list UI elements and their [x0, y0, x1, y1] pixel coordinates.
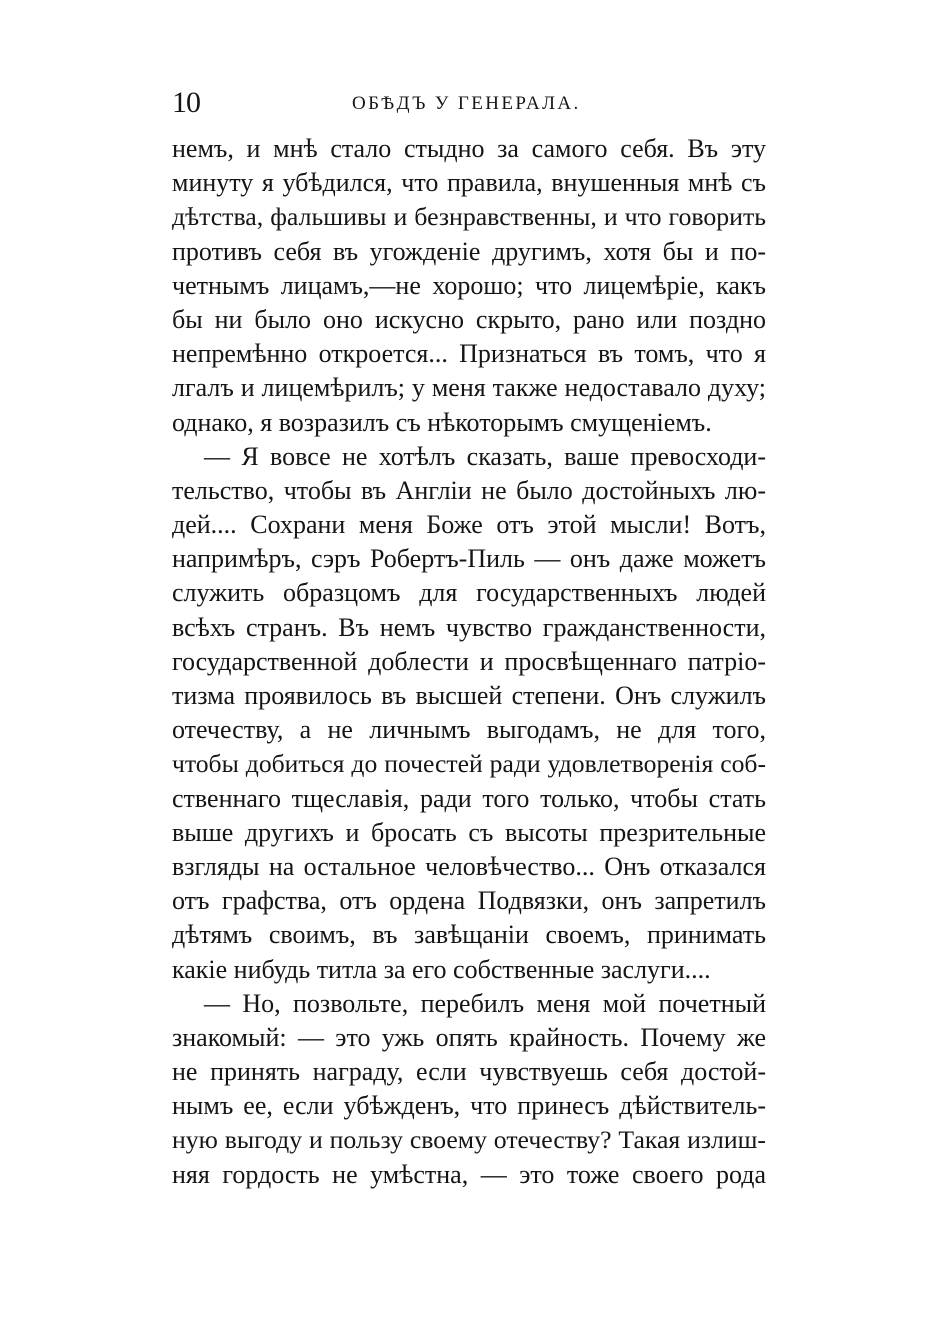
- running-head: [172, 86, 764, 126]
- text-line: знакомый: — это ужь опять крайность. Почему же: [172, 1022, 766, 1052]
- running-title: ОБѢДЪ У ГЕНЕРАЛА.: [352, 93, 581, 114]
- paragraph-1: [172, 132, 766, 440]
- text-line: ную выгоду и пользу своему отечеству? Такая излиш-: [172, 1125, 766, 1155]
- text-line: — Я вовсе не хотѣлъ сказать, ваше превосходи-: [204, 441, 766, 471]
- text-line: нымъ ее, если убѣжденъ, что принесъ дѣйствитель-: [172, 1091, 766, 1121]
- paragraph-3: [172, 987, 766, 1192]
- text-line: государственной доблести и просвѣщеннаго патріо-: [172, 646, 766, 676]
- text-line: не принять награду, если чувствуешь себя достой-: [172, 1057, 766, 1087]
- text-line: противъ себя въ угожденіе другимъ, хотя бы и по-: [172, 236, 766, 266]
- text-line: бы ни было оно искусно скрыто, рано или поздно: [172, 304, 766, 334]
- text-line: четнымъ лицамъ,—не хорошо; что лицемѣріе, какъ: [172, 270, 766, 300]
- text-line: — Но, позвольте, перебилъ меня мой почетный: [204, 988, 766, 1018]
- text-line: однако, я возразилъ съ нѣкоторымъ смущеніемъ.: [172, 407, 712, 437]
- text-line: служить образцомъ для государственныхъ людей: [172, 578, 766, 608]
- body-text: [172, 132, 766, 1192]
- text-line: непремѣнно откроется... Признаться въ томъ, что я: [172, 339, 766, 369]
- text-line: немъ, и мнѣ стало стыдно за самого себя. Въ эту: [172, 134, 766, 163]
- page-number: 10: [172, 86, 200, 119]
- text-line: отечеству, а не личнымъ выгодамъ, не для того,: [172, 715, 766, 745]
- text-line: напримѣръ, сэръ Робертъ-Пиль — онъ даже можетъ: [172, 544, 766, 574]
- text-line: тельство, чтобы въ Англіи не было достойныхъ лю-: [172, 475, 766, 505]
- text-line: отъ графства, отъ ордена Подвязки, онъ запретилъ: [172, 886, 766, 916]
- text-line: дей.... Сохрани меня Боже отъ этой мысли! Вотъ,: [172, 510, 766, 540]
- text-line: чтобы добиться до почестей ради удовлетворенія соб-: [172, 749, 766, 779]
- text-line: выше другихъ и бросать съ высоты презрительные: [172, 817, 766, 847]
- text-line: всѣхъ странъ. Въ немъ чувство гражданственности,: [172, 612, 766, 642]
- text-line: тизма проявилось въ высшей степени. Онъ служилъ: [172, 681, 766, 710]
- text-line: ственнаго тщеславія, ради того только, чтобы стать: [172, 783, 766, 813]
- text-line: дѣтства, фальшивы и безнравственны, и что говорить: [172, 202, 766, 232]
- text-line: минуту я убѣдился, что правила, внушенныя мнѣ съ: [172, 168, 766, 198]
- text-line: лгалъ и лицемѣрилъ; у меня также недоставало духу;: [172, 373, 766, 403]
- text-line: няя гордость не умѣстна, — это тоже своего рода: [172, 1159, 766, 1189]
- text-line: дѣтямъ своимъ, въ завѣщаніи своемъ, принимать: [172, 920, 766, 950]
- text-line: какіе нибудь титла за его собственные заслуги....: [172, 954, 711, 984]
- text-line: взгляды на остальное человѣчество... Онъ отказался: [172, 851, 766, 881]
- paragraph-2: [172, 440, 766, 987]
